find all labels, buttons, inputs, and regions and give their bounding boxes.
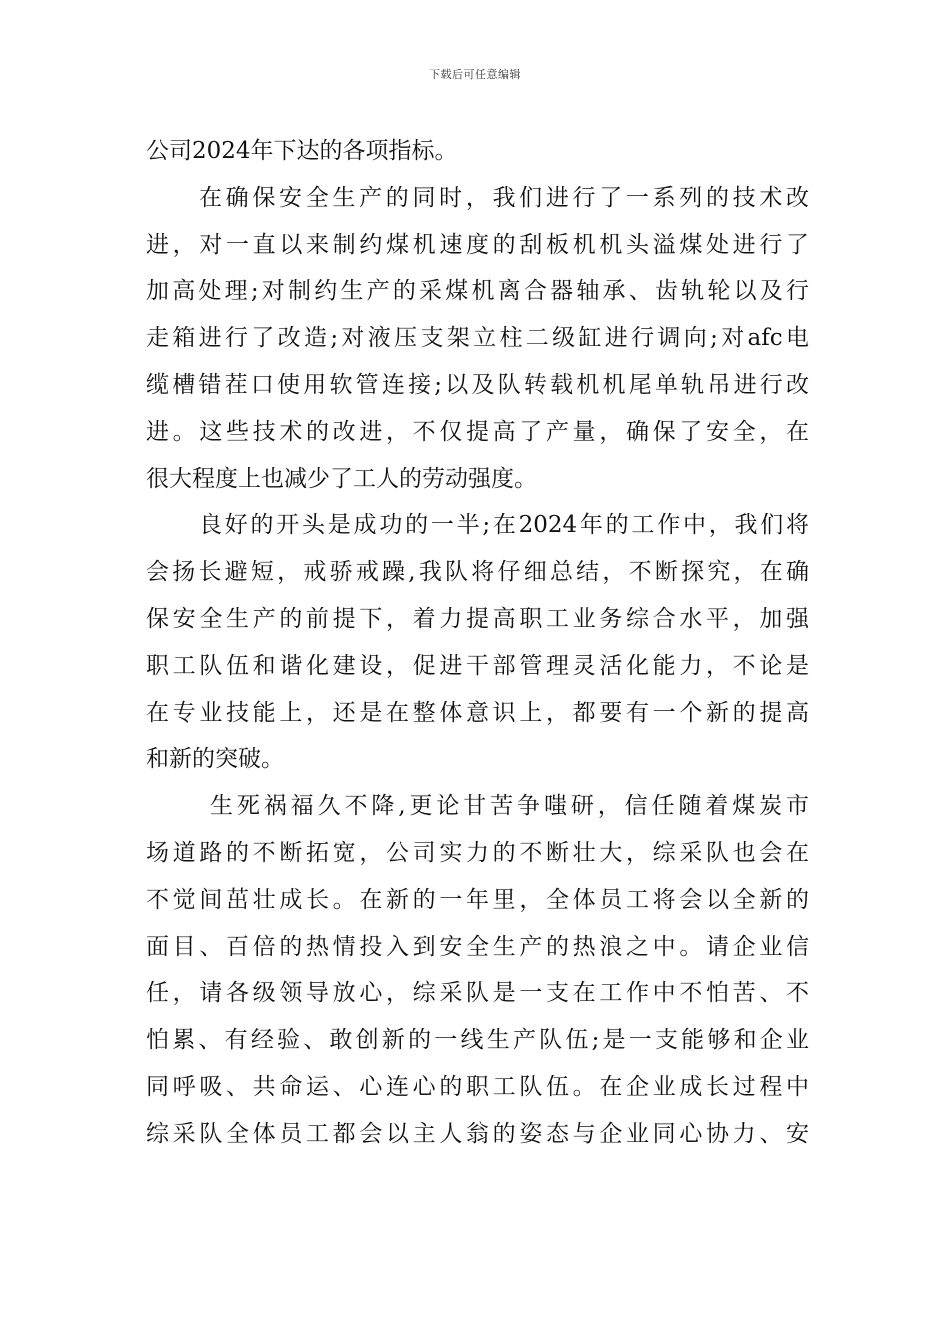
text-line: 保安全生产的前提下，着力提高职工业务综合水平，加强 <box>146 605 809 632</box>
text-line: 综采队全体员工都会以主人翁的姿态与企业同心协力、安 <box>146 1120 809 1147</box>
document-body <box>146 128 809 1158</box>
text-line: 不觉间茁壮成长。在新的一年里，全体员工将会以全新的 <box>146 886 809 913</box>
text-line: 加高处理;对制约生产的采煤机离合器轴承、齿轨轮以及行 <box>146 278 809 305</box>
paragraph-start-line: 在确保安全生产的同时，我们进行了一系列的技术改 <box>199 184 809 211</box>
text-line: 缆槽错茬口使用软管连接;以及队转载机机尾单轨吊进行改 <box>146 371 809 398</box>
text-line: 会扬长避短，戒骄戒躁,我队将仔细总结，不断探究，在确 <box>146 559 809 586</box>
text-line: 和新的突破。 <box>146 746 284 773</box>
text-line: 场道路的不断拓宽，公司实力的不断壮大，综采队也会在 <box>146 839 809 866</box>
text-line: 在专业技能上，还是在整体意识上，都要有一个新的提高 <box>146 699 809 726</box>
text-line: 面目、百倍的热情投入到安全生产的热浪之中。请企业信 <box>146 933 809 960</box>
text-line: 很大程度上也减少了工人的劳动强度。 <box>146 465 537 492</box>
text-line: 职工队伍和谐化建设，促进干部管理灵活化能力，不论是 <box>146 652 809 679</box>
paragraph-start-line: 生死祸福久不降,更论甘苦争嗤研，信任随着煤炭市 <box>210 793 809 820</box>
text-line: 同呼吸、共命运、心连心的职工队伍。在企业成长过程中 <box>146 1073 809 1100</box>
text-line: 公司2024年下达的各项指标。 <box>146 138 458 164</box>
text-line: 怕累、有经验、敢创新的一线生产队伍;是一支能够和企业 <box>146 1027 809 1054</box>
text-line: 走箱进行了改造;对液压支架立柱二级缸进行调向;对afc电 <box>146 325 809 352</box>
page-header: 下载后可任意编辑 <box>429 68 521 81</box>
text-line: 任，请各级领导放心，综采队是一支在工作中不怕苦、不 <box>146 980 809 1007</box>
text-line: 进。这些技术的改进，不仅提高了产量，确保了安全，在 <box>146 418 809 445</box>
text-line: 进，对一直以来制约煤机速度的刮板机机头溢煤处进行了 <box>146 231 809 258</box>
paragraph-start-line: 良好的开头是成功的一半;在2024年的工作中，我们将 <box>199 512 809 539</box>
